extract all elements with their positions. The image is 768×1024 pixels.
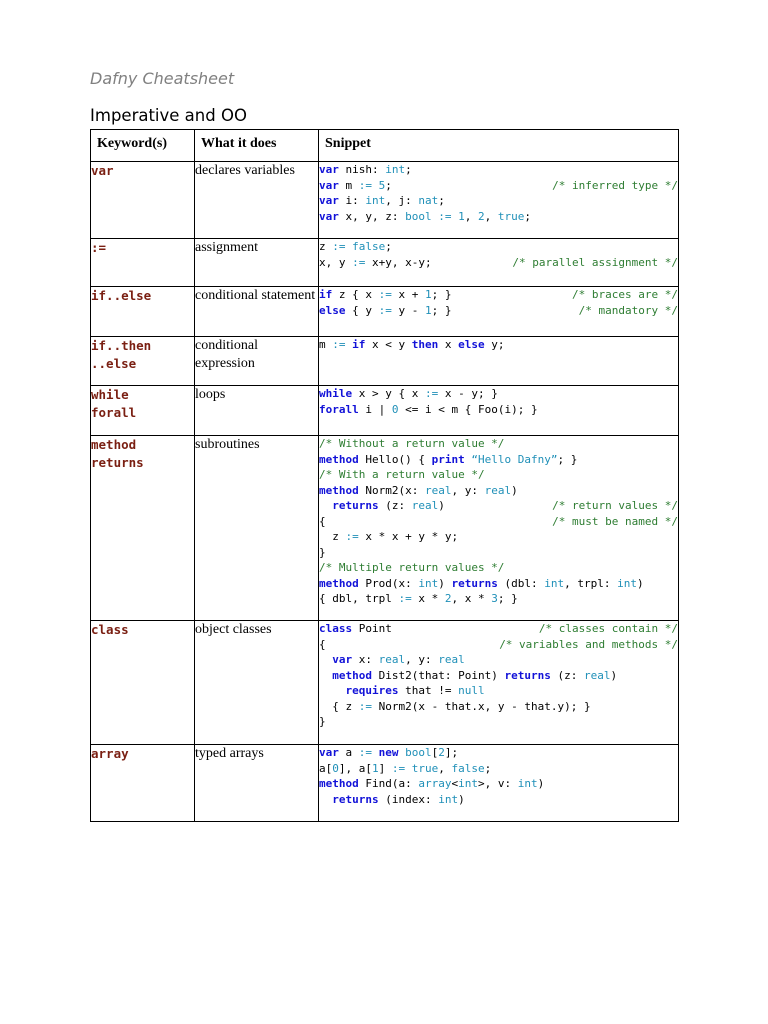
code-line [319,337,678,353]
code-text: else { y := y - 1; } [319,303,452,317]
keyword-text: := [91,240,107,255]
code-line [319,287,678,303]
code-line [319,776,678,792]
table-row [91,239,679,287]
table-row [91,337,679,386]
code-text: var x, y, z: bool := 1, 2, true; [319,209,531,223]
code-line [319,576,678,592]
code-line [319,436,678,452]
code-line [319,652,678,668]
keyword-cell [91,239,195,287]
table-row [91,386,679,436]
code-comment: /* inferred type */ [552,178,678,192]
code-line [319,386,678,402]
code-line [319,178,678,194]
code-line [319,699,678,715]
code-line [319,714,678,730]
description-cell: declares variables [195,162,319,239]
snippet-cell [319,621,679,745]
code-text: method Prod(x: int) returns (dbl: int, trpl: int) [319,576,644,590]
code-text: returns (z: real) [332,499,445,512]
code-line [319,668,678,684]
code-text: m := if x < y then x else y; [319,338,505,351]
keyword-text: array [91,746,129,761]
code-line [319,514,678,530]
table-body [91,162,679,822]
keyword-text: if..else [91,288,152,303]
description-cell: object classes [195,621,319,745]
keyword-cell [91,337,195,386]
code-comment: /* Multiple return values */ [319,561,505,574]
code-text: var nish: int; [319,163,412,176]
snippet-cell [319,337,679,386]
snippet-cell [319,287,679,337]
code-line [319,162,678,178]
code-comment: /* With a return value */ [319,468,485,481]
code-line [319,303,678,319]
code-text: { dbl, trpl := x * 2, x * 3; } [319,592,518,605]
code-line [319,792,678,808]
code-text: forall i | 0 <= i < m { Foo(i); } [319,402,538,416]
code-comment: /* classes contain */ [538,622,678,635]
code-line [319,498,678,514]
code-text: z := x * x + y * y; [332,530,459,543]
snippet-cell [319,162,679,239]
code-line [319,209,678,225]
keyword-cell [91,745,195,822]
code-line [319,745,678,761]
code-comment: /* parallel assignment */ [512,255,678,269]
keyword-text: ..else [91,355,137,371]
code-text: while x > y { x := x - y; } [319,387,498,400]
keyword-cell [91,436,195,621]
code-line [319,761,678,777]
code-text: { z := Norm2(x - that.x, y - that.y); } [319,699,591,713]
code-line [319,467,678,483]
code-line [319,637,678,653]
code-comment: /* variables and methods */ [499,637,678,651]
code-text: requires that != null [345,684,485,697]
code-comment: /* mandatory */ [578,303,678,317]
code-line [319,239,678,255]
code-text: } [319,545,326,559]
code-line [319,483,678,499]
description-cell: assignment [195,239,319,287]
header-what-it-does: What it does [195,130,319,162]
header-snippet: Snippet [319,130,679,162]
keyword-text: class [91,622,129,637]
code-text: var m := 5; [319,178,392,192]
snippet-cell [319,436,679,621]
code-comment: /* return values */ [552,499,678,512]
code-text: if z { x := x + 1; } [319,288,452,301]
code-line [319,193,678,209]
keyword-cell [91,621,195,745]
keyword-text: forall [91,404,137,420]
code-text: z := false; [319,240,392,253]
snippet-cell [319,745,679,822]
code-comment: /* Without a return value */ [319,437,505,450]
code-line [319,452,678,468]
code-line [319,255,678,271]
code-text: { [319,637,326,651]
table-row [91,162,679,239]
section-heading: Imperative and OO [90,106,247,125]
keyword-text: if..then [91,338,152,353]
code-line [319,683,678,699]
keyword-cell [91,386,195,436]
snippet-cell [319,386,679,436]
keyword-text: var [91,163,114,178]
table-header-row [91,130,679,162]
description-cell: conditional statement [195,287,319,337]
keyword-text: while [91,387,129,402]
keyword-cell [91,162,195,239]
code-comment: /* must be named */ [552,514,678,528]
table-row [91,436,679,621]
code-text: x, y := x+y, x-y; [319,255,432,269]
code-text: method Find(a: array<int>, v: int) [319,777,545,790]
code-text: class Point [319,622,392,635]
description-cell: conditional expression [195,337,319,386]
cheatsheet-table [90,129,679,822]
snippet-cell [319,239,679,287]
description-cell: loops [195,386,319,436]
header-keywords: Keyword(s) [91,130,195,162]
code-text: { [319,514,326,528]
table-row [91,287,679,337]
code-line [319,591,678,607]
keyword-text: returns [91,454,144,470]
keyword-cell [91,287,195,337]
code-line [319,621,678,637]
code-text: method Dist2(that: Point) returns (z: real) [332,668,618,682]
description-cell: subroutines [195,436,319,621]
code-line [319,529,678,545]
code-text: method Hello() { print “Hello Dafny”; } [319,452,578,466]
description-cell: typed arrays [195,745,319,822]
code-text: returns (index: int) [332,792,465,806]
code-line [319,402,678,418]
keyword-text: method [91,437,137,452]
code-text: } [319,715,326,728]
code-text: var a := new bool[2]; [319,746,459,759]
code-line [319,545,678,561]
table-row [91,621,679,745]
code-text: var i: int, j: nat; [319,194,445,207]
code-line [319,560,678,576]
table-row [91,745,679,822]
code-text: var x: real, y: real [332,653,465,666]
code-comment: /* braces are */ [572,288,678,301]
code-text: a[0], a[1] := true, false; [319,761,492,775]
document-title: Dafny Cheatsheet [90,69,235,88]
code-text: method Norm2(x: real, y: real) [319,483,518,497]
